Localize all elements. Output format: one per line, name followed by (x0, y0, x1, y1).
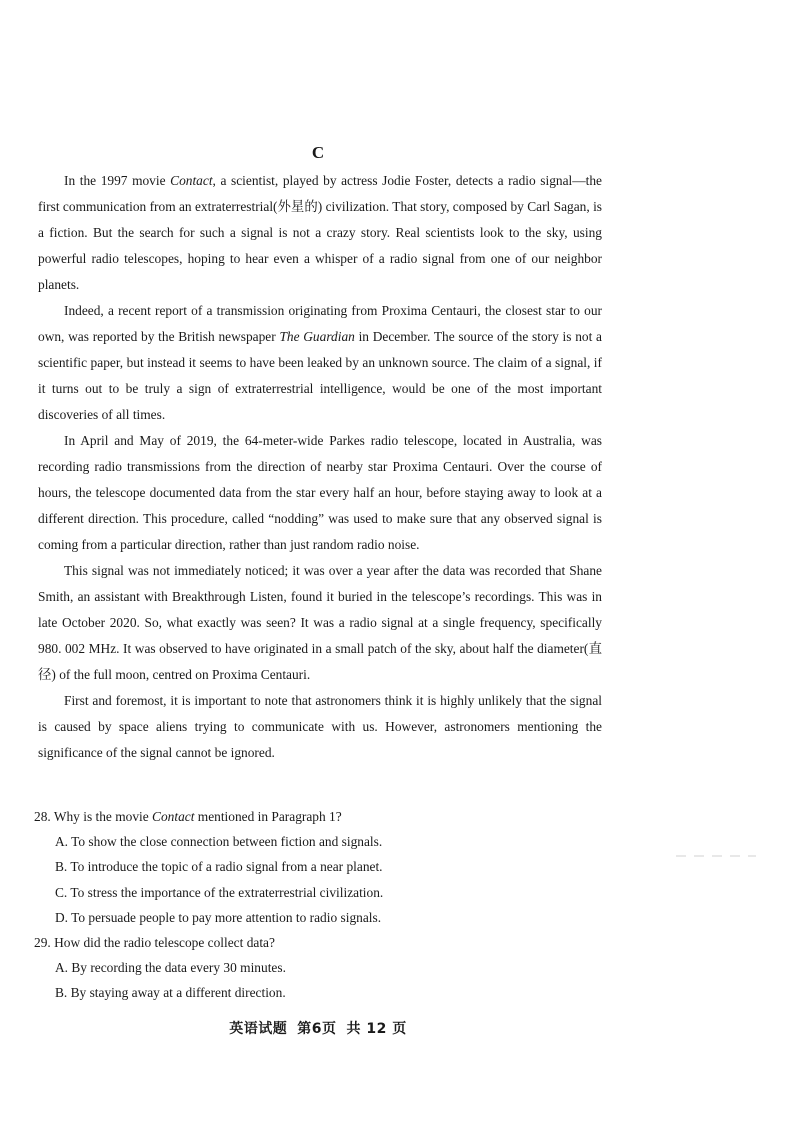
footer-page: 第6页 (297, 1021, 337, 1037)
footer-total: 共 12 页 (346, 1021, 407, 1037)
paragraph-5: First and foremost, it is important to note that astronomers think it is highly unlikely that the signal is caused by space aliens trying to communicate with us. However, astronomers mentioning the significance of the signal cannot be ignored. (38, 693, 602, 760)
scan-artifact (676, 855, 756, 857)
question-stem: 29. How did the radio telescope collect data? (34, 935, 275, 951)
option-b: B. By staying away at a different direction. (55, 985, 286, 1001)
option-d: D. To persuade people to pay more attention to radio signals. (55, 909, 382, 925)
option-c: C. To stress the importance of the extraterrestrial civilization. (55, 884, 384, 900)
section-heading: C (311, 143, 325, 162)
option-a: A. By recording the data every 30 minutes. (55, 960, 286, 976)
newspaper-title: The Guardian (279, 329, 355, 344)
footer-subject: 英语试题 (229, 1021, 288, 1037)
page-footer (0, 1018, 636, 1038)
question-list (34, 804, 602, 1006)
paragraph-2: Indeed, a recent report of a transmission originating from Proxima Centauri, the closest star to our own, was reported by the British newspaper The Guardian in December. The source of the story is not a scientific paper, but instead it seems to have been leaked by an unknown source. The claim of a signal, if it turns out to be truly a sign of extraterrestrial intelligence, would be one of the most important discoveries of all times. (38, 303, 602, 422)
paragraph-3: In April and May of 2019, the 64-meter-wide Parkes radio telescope, located in Australia, was recording radio transmissions from the direction of nearby star Proxima Centauri. Over the course of hours, the telescope documented data from the star every half an hour, before staying away to look at a different direction. This procedure, called “nodding” was used to make sure that any observed signal is coming from a particular direction, rather than just random radio noise. (38, 433, 602, 552)
reading-passage (38, 168, 602, 766)
question-28 (34, 804, 602, 930)
paragraph-1: In the 1997 movie Contact, a scientist, played by actress Jodie Foster, detects a radio signal—the first communication from an extraterrestrial(外星的) civilization. That story, composed by Carl Sagan, is a fiction. But the search for such a signal is not a crazy story. Real scientists look to the sky, using powerful radio telescopes, hoping to hear even a whisper of a radio signal from one of our neighbor planets. (38, 173, 603, 292)
paragraph-4: This signal was not immediately noticed; it was over a year after the data was recorded that Shane Smith, an assistant with Breakthrough Listen, found it buried in the telescope’s recordings. This was in late October 2020. So, what exactly was seen? It was a radio signal at a single frequency, specifically 980. 002 MHz. It was observed to have originated in a small patch of the sky, about half the diameter(直径) of the full moon, centred on Proxima Centauri. (38, 563, 602, 682)
option-b: B. To introduce the topic of a radio signal from a near planet. (55, 859, 383, 875)
question-29 (34, 930, 602, 1006)
option-a: A. To show the close connection between fiction and signals. (55, 834, 383, 850)
movie-title: Contact (170, 173, 213, 188)
question-stem: 28. Why is the movie Contact mentioned in Paragraph 1? (34, 809, 342, 824)
